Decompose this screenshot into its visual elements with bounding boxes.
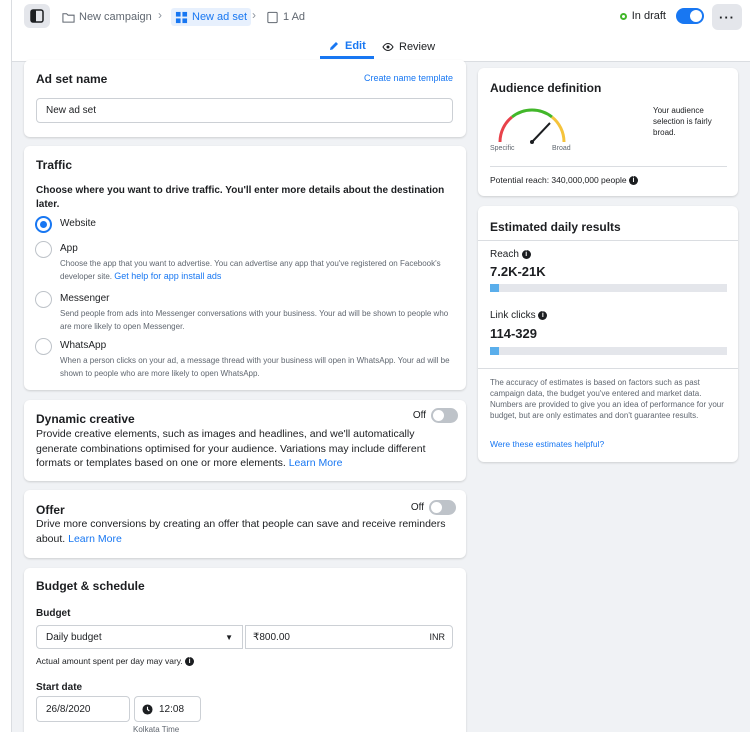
traffic-option-website[interactable]	[35, 216, 96, 233]
budget-schedule-title: Budget & schedule	[36, 579, 145, 593]
pencil-icon	[328, 40, 340, 52]
audience-selection-text: Your audience selection is fairly broad.	[653, 106, 712, 137]
info-icon[interactable]: i	[522, 250, 531, 259]
potential-reach-text: Potential reach: 340,000,000 people	[490, 175, 627, 185]
option-description: Choose the app that you want to advertise. You can advertise any app that you've registered on Facebook's developer site.	[60, 259, 441, 281]
budget-type-value: Daily budget	[46, 631, 102, 643]
info-icon[interactable]: i	[629, 176, 638, 185]
breadcrumb-ad-set-label: New ad set	[192, 11, 248, 23]
radio-messenger[interactable]	[35, 291, 52, 308]
estimates-disclaimer: The accuracy of estimates is based on factors such as past campaign data, the budget you've entered and market data. Numbers are provided to give you an idea of performance for your budget, but are only estimates and don't guarantee results.	[490, 378, 724, 420]
divider	[478, 240, 738, 241]
timezone-label: Kolkata Time	[133, 725, 180, 732]
budget-amount-value: ₹800.00	[253, 631, 290, 643]
ad-set-name-input[interactable]	[36, 98, 453, 123]
reach-value: 7.2K-21K	[490, 264, 546, 279]
ad-page-icon	[266, 11, 279, 24]
offer-toggle[interactable]	[429, 500, 456, 515]
info-icon[interactable]: i	[185, 657, 194, 666]
link-clicks-value: 114-329	[490, 326, 537, 341]
breadcrumb-campaign[interactable]	[62, 8, 152, 26]
estimated-results-card	[478, 206, 738, 462]
radio-whatsapp[interactable]	[35, 338, 52, 355]
audience-gauge-icon	[496, 104, 568, 146]
budget-note: Actual amount spent per day may vary.	[36, 656, 183, 666]
chevron-right-icon: ›	[158, 8, 162, 22]
reach-label: Reach	[490, 249, 519, 260]
clock-icon	[142, 704, 153, 715]
draft-toggle[interactable]	[676, 8, 704, 24]
ad-set-name-card	[24, 60, 466, 137]
tab-edit[interactable]	[320, 36, 374, 59]
ellipsis-icon: ···	[719, 9, 735, 25]
app-install-help-link[interactable]: Get help for app install ads	[114, 271, 222, 281]
radio-website[interactable]	[35, 216, 52, 233]
link-clicks-bar-fill	[490, 347, 499, 355]
gauge-broad-label: Broad	[552, 145, 571, 152]
divider	[490, 166, 727, 167]
chevron-right-icon: ›	[252, 8, 256, 22]
offer-card	[24, 490, 466, 558]
reach-bar-fill	[490, 284, 499, 292]
estimates-feedback-link[interactable]: Were these estimates helpful?	[490, 439, 605, 449]
option-description: When a person clicks on your ad, a message thread with your business will open in WhatsApp. Your ad will be shown to people who are more likely to open WhatsApp.	[60, 356, 450, 378]
dynamic-creative-toggle-label: Off	[412, 410, 426, 421]
dynamic-creative-toggle[interactable]	[431, 408, 458, 423]
traffic-card	[24, 146, 466, 390]
ad-set-name-value: New ad set	[46, 105, 97, 116]
breadcrumb-ad-set[interactable]	[171, 8, 251, 26]
folder-icon	[62, 11, 75, 24]
start-time-value: 12:08	[159, 703, 185, 715]
reach-bar	[490, 284, 727, 292]
more-options-button[interactable]	[712, 4, 742, 30]
breadcrumb-ad[interactable]	[266, 8, 305, 26]
eye-icon	[382, 41, 394, 53]
budget-schedule-card	[24, 568, 466, 732]
estimated-results-title: Estimated daily results	[490, 220, 621, 234]
option-label: Messenger	[60, 293, 110, 304]
offer-description: Drive more conversions by creating an offer that people can save and receive reminders about.	[36, 518, 446, 545]
ad-set-name-title: Ad set name	[36, 72, 108, 86]
status-dot-icon	[620, 13, 627, 20]
offer-learn-more-link[interactable]: Learn More	[68, 532, 122, 545]
status-label: In draft	[631, 10, 666, 22]
left-rail	[0, 0, 12, 732]
offer-title: Offer	[36, 503, 65, 517]
option-label: App	[60, 243, 78, 254]
traffic-title: Traffic	[36, 158, 73, 172]
offer-toggle-label: Off	[410, 502, 424, 513]
start-date-input[interactable]	[36, 696, 130, 722]
caret-down-icon: ▼	[225, 632, 233, 642]
dynamic-creative-card	[24, 400, 466, 481]
top-bar	[12, 0, 750, 62]
budget-amount-input[interactable]	[245, 625, 453, 649]
option-description: Send people from ads into Messenger conversations with your business. Your ad will be shown to people who are more likely to open Messenger.	[60, 309, 449, 331]
gauge-specific-label: Specific	[490, 145, 515, 152]
divider	[478, 368, 738, 369]
option-label: Website	[60, 218, 96, 229]
start-time-input[interactable]	[134, 696, 201, 722]
tab-edit-label: Edit	[345, 40, 366, 52]
currency-label: INR	[429, 632, 445, 642]
budget-label: Budget	[36, 608, 71, 619]
breadcrumb-ad-label: 1 Ad	[283, 11, 306, 23]
draft-status	[620, 10, 666, 22]
dynamic-creative-learn-more-link[interactable]: Learn More	[288, 457, 343, 469]
sidebar-icon	[30, 9, 44, 23]
audience-definition-title: Audience definition	[490, 81, 602, 95]
tab-review-label: Review	[399, 41, 436, 53]
grid-icon	[175, 11, 188, 24]
create-name-template-link[interactable]: Create name template	[363, 73, 453, 83]
info-icon[interactable]: i	[538, 311, 547, 320]
audience-definition-card	[478, 68, 738, 196]
traffic-prompt: Choose where you want to drive traffic. You'll enter more details about the destination later.	[36, 185, 445, 210]
option-label: WhatsApp	[60, 340, 107, 351]
dynamic-creative-title: Dynamic creative	[36, 412, 135, 426]
radio-app[interactable]	[35, 241, 52, 258]
dynamic-creative-description: Provide creative elements, such as images and headlines, and we'll automatically generate combinations optimised for your audience. Variations may include different formats or templates based on one or more elements.	[36, 428, 426, 469]
breadcrumb-campaign-label: New campaign	[79, 11, 152, 23]
start-date-label: Start date	[36, 682, 83, 693]
link-clicks-bar	[490, 347, 727, 355]
budget-type-select[interactable]	[36, 625, 243, 649]
traffic-option-app[interactable]	[35, 241, 455, 283]
sidebar-toggle-button[interactable]	[24, 4, 50, 28]
link-clicks-label: Link clicks	[490, 310, 536, 321]
start-date-value: 26/8/2020	[46, 703, 91, 715]
tab-review[interactable]	[374, 36, 443, 58]
traffic-option-whatsapp[interactable]	[35, 338, 455, 380]
traffic-option-messenger[interactable]	[35, 291, 455, 333]
